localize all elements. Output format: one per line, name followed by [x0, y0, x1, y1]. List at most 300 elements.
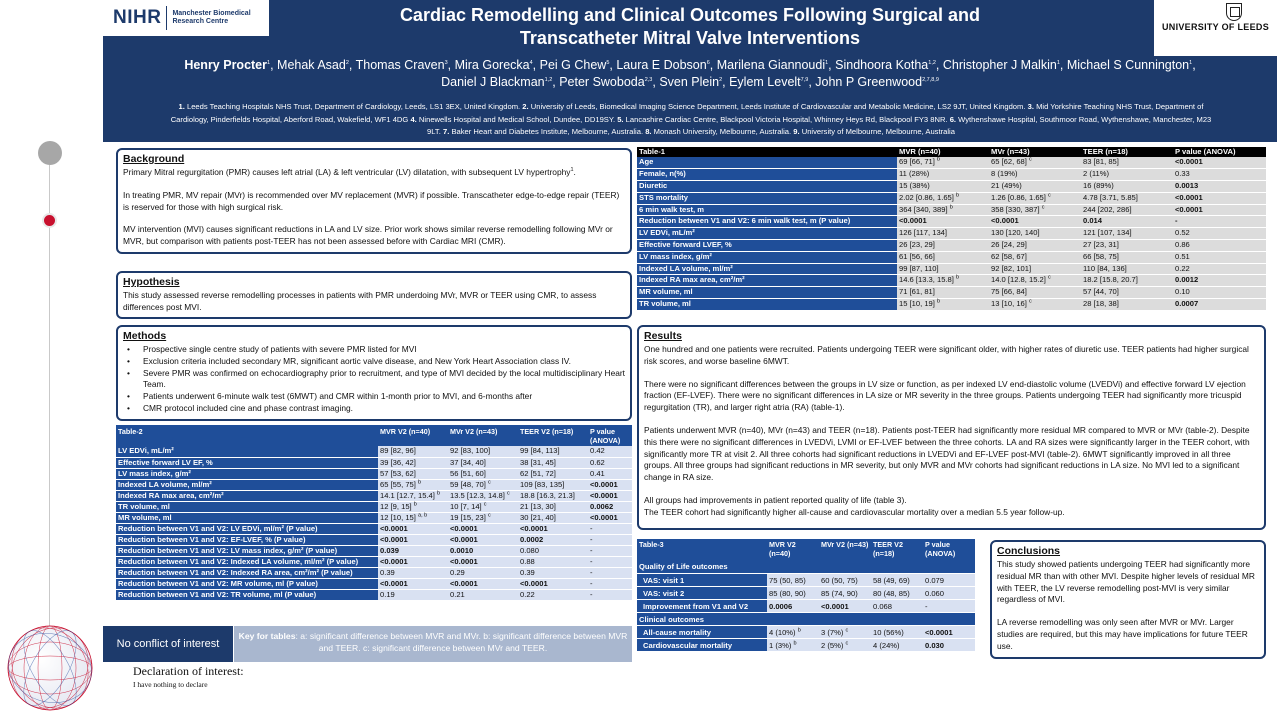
background-p1-text: Primary Mitral regurgitation (PMR) causes left atrial (LA) & left ventricular (LV) dilatation, with subsequent LV hypertrophy [123, 167, 571, 177]
author: Pei G Chew$^5$, [539, 58, 617, 72]
author-affiliation: 4 [529, 59, 533, 66]
row-label: LV EDVi, mL/m² [116, 446, 378, 457]
table-header-cell: TEER V2 (n=18) [871, 539, 923, 560]
cell-superscript: b [797, 626, 801, 633]
row-label: TR volume, ml [637, 299, 897, 311]
table-header-cell: TEER (n=18) [1081, 147, 1173, 157]
cell-superscript: c [1048, 192, 1051, 199]
cell-value: 126 [117, 134] [899, 228, 947, 238]
table-section-row [637, 612, 975, 625]
conclusions-paragraph-1: This study showed patients undergoing TEER had significantly more residual MR than with other MVI. Despite higher levels of residual MR with TEER, the LV reverse remodelling post-MVI is very similar regardless of MVI. [997, 559, 1255, 605]
row-label: Effective forward LV EF, % [116, 457, 378, 468]
row-label: MR volume, ml [116, 512, 378, 523]
cell-value: 26 [23, 29] [899, 240, 935, 250]
author-affiliation: 1,2 [544, 76, 553, 83]
affiliation [645, 127, 793, 136]
cell-value: <0.0001 [520, 523, 548, 533]
author-affiliation: 2 [345, 59, 349, 66]
table-header-cell: MVR V2 (n=40) [767, 539, 819, 560]
hypothesis-section [116, 271, 632, 319]
table-cell [897, 263, 989, 275]
table-cell [378, 468, 448, 479]
affiliation-number: 7. [442, 127, 450, 136]
table-cell [989, 204, 1081, 216]
cell-value: 0.29 [450, 567, 465, 577]
row-label: Improvement from V1 and V2 [637, 599, 767, 612]
author-name: Henry Procter [184, 58, 268, 72]
table-cell [448, 468, 518, 479]
row-label: Reduction between V1 and V2: Indexed LA volume, ml/m² (P value) [116, 556, 378, 567]
results-paragraph: There were no significant differences between the groups in LV size or function, as per indexed LV end-diastolic volume (LVEDVi) and effective forward LV ejection fraction (EF-LVEF). There were no significant differences in LA size or MR severity in the three groups. Patients undergoing TEER had significantly more tricuspid regurgitation (TR), and larger right atria (RA) (table-1). [644, 378, 1246, 413]
background-paragraph-2: In treating PMR, MV repair (MVr) is recommended over MV replacement (MVR) if possible. Transcatheter edge-to-edge repair (TEER) is reserved for those with high surgical risk. [123, 189, 620, 212]
cell-value: 65 [62, 68] [991, 157, 1027, 166]
affiliation [617, 115, 950, 124]
table-cell [1081, 240, 1173, 252]
cell-value: 15 (38%) [899, 181, 930, 191]
table-header-cell: MVr (n=43) [989, 147, 1081, 157]
leeds-logo [1154, 0, 1277, 56]
cell-value: 85 (74, 90) [821, 588, 858, 598]
table-cell [1081, 204, 1173, 216]
table-cell [378, 490, 448, 501]
cell-value: 99 [84, 113] [520, 446, 560, 455]
cell-value: 26 [24, 29] [991, 240, 1027, 250]
cell-value: 30 [21, 40] [520, 512, 556, 522]
table-cell [871, 625, 923, 638]
table-cell [588, 457, 632, 468]
table-3-header-row [637, 539, 975, 560]
table-cell [819, 638, 871, 651]
table-cell [1173, 157, 1266, 169]
table-cell [378, 446, 448, 457]
table-key [234, 626, 632, 662]
grey-dot-icon [38, 141, 62, 165]
affiliation-text: Mid Yorkshire Teaching NHS Trust, Department of Cardiology, Pinderfields Hospital, Aberford Road, Wakefield, WF1 4DG [170, 102, 1204, 124]
table-row [637, 625, 975, 638]
table-cell [588, 589, 632, 600]
table-row [116, 490, 632, 501]
table-cell [1173, 287, 1266, 299]
logo-divider [166, 6, 167, 30]
table-row [637, 240, 1266, 252]
table-cell [518, 457, 588, 468]
table-cell [588, 534, 632, 545]
cell-value: <0.0001 [590, 479, 618, 489]
cell-value: 109 [83, 135] [520, 479, 565, 489]
table-header-cell: MVR V2 (n=40) [378, 425, 448, 446]
row-label: Reduction between V1 and V2: LV EDVi, ml/m² (P value) [116, 523, 378, 534]
affiliation-number: 1. [178, 102, 185, 111]
table-row [637, 251, 1266, 263]
affiliation-text: University of Leeds, Biomedical Imaging Science Department, Leeds Institute of Cardiovascular and Metabolic Medicine, LS2 9JT, United Kingdom. [530, 102, 1026, 111]
cell-value: 12 [10, 15] [380, 512, 416, 522]
cell-superscript: b [793, 639, 797, 646]
table-row [116, 545, 632, 556]
table-cell [871, 638, 923, 651]
table-cell [897, 251, 989, 263]
cell-value: 0.21 [450, 589, 465, 599]
cell-value: <0.0001 [380, 556, 408, 566]
table-row [116, 479, 632, 490]
table-row [637, 216, 1266, 228]
methods-list [123, 344, 625, 415]
affiliation-number: 3. [1027, 102, 1034, 111]
table-cell [1081, 169, 1173, 181]
table-cell [518, 479, 588, 490]
table-cell [518, 490, 588, 501]
cell-value: 99 [87, 110] [899, 263, 939, 273]
author-affiliation: 5 [606, 59, 610, 66]
table-cell [448, 545, 518, 556]
cell-value: - [590, 534, 593, 544]
table-row [116, 446, 632, 457]
author: Michael S Cunnington$^1$, [1066, 58, 1196, 72]
cell-value: 14.1 [12.7, 15.4] [380, 490, 435, 500]
row-label: MR volume, ml [637, 287, 897, 299]
background-p1-end: . [573, 167, 576, 177]
cell-value: <0.0001 [380, 534, 408, 544]
table-cell [989, 181, 1081, 193]
affiliation-number: 6. [949, 114, 957, 124]
cell-value: 75 (50, 85) [769, 575, 806, 585]
row-label: Reduction between V1 and V2: MR volume, ml (P value) [116, 578, 378, 589]
table-cell [448, 534, 518, 545]
cell-value: <0.0001 [520, 578, 548, 588]
cell-value: 0.22 [1175, 263, 1190, 273]
author-name: Mira Gorecka [454, 58, 530, 72]
cell-value: 0.33 [1175, 169, 1190, 179]
table-cell [1081, 275, 1173, 287]
author: Daniel J Blackman$^{1,2}$, [441, 75, 560, 89]
table-row [116, 534, 632, 545]
cell-value: 0.0062 [590, 501, 614, 511]
cell-value: 121 [107, 134] [1083, 228, 1132, 238]
cell-value: 71 [61, 81] [899, 287, 935, 297]
table-row [637, 599, 975, 612]
cell-value: - [1175, 216, 1178, 226]
author-affiliation: 2,7,8,9 [922, 76, 939, 83]
cell-value: 0.080 [520, 545, 540, 555]
table-cell [897, 275, 989, 287]
cell-value: 83 [81, 85] [1083, 157, 1119, 166]
table-cell [897, 228, 989, 240]
table-cell [1173, 240, 1266, 252]
cell-value: 62 [58, 67] [991, 251, 1027, 261]
table-header-cell: MVr V2 (n=43) [819, 539, 871, 560]
red-dot-icon [42, 213, 57, 228]
table-cell [1173, 169, 1266, 181]
author: Marilena Giannoudi$^1$, [716, 58, 836, 72]
author-name: Mehak Asad [277, 58, 346, 72]
nihr-logo [103, 0, 269, 36]
author-name: Christopher J Malkin [942, 58, 1057, 72]
cell-value: 57 [53, 62] [380, 468, 416, 478]
author: Peter Swoboda$^{2,3}$, [559, 75, 660, 89]
table-key-label: Key for tables [238, 631, 296, 641]
affiliation-text: Monash University, Melbourne, Australia. [653, 127, 792, 136]
table-row [637, 157, 1266, 169]
results-paragraph: One hundred and one patients were recruited. Patients undergoing TEER were significant older, with higher rates of diuretic use. TEER patients had higher surgical risk scores, and worse baseline 6MWT. [644, 344, 1249, 366]
cell-value: 0.030 [925, 640, 945, 650]
conclusions-section [990, 540, 1266, 659]
affiliation-text: Wythenshawe Hospital, Southmoor Road, Wythenshawe, Manchester, M23 9LT. [427, 114, 1212, 136]
table-cell [1081, 157, 1173, 169]
row-label: Reduction between V1 and V2: LV mass index, g/m² (P value) [116, 545, 378, 556]
cell-value: 12 [9, 15] [380, 501, 412, 511]
table-row [637, 181, 1266, 193]
table-row [637, 287, 1266, 299]
table-header-cell: P value (ANOVA) [588, 425, 632, 446]
declaration-title: Declaration of interest: [133, 664, 244, 678]
table-header-cell: Table-3 [637, 539, 767, 560]
background-p1-ref: 1 [570, 167, 574, 174]
table-cell [1081, 263, 1173, 275]
cell-value: 0.39 [380, 567, 395, 577]
affiliation-text: Baker Heart and Diabetes Institute, Melbourne, Australia. [451, 127, 644, 136]
affiliation-number: 8. [645, 127, 652, 136]
cell-value: 0.0002 [520, 534, 544, 544]
table-cell [923, 625, 975, 638]
cell-value: <0.0001 [821, 601, 849, 611]
cell-value: 21 [13, 30] [520, 501, 556, 511]
table-cell [989, 263, 1081, 275]
results-section [637, 325, 1266, 530]
table-cell [989, 192, 1081, 204]
author: Christopher J Malkin$^1$, [942, 58, 1067, 72]
leeds-logo-text: UNIVERSITY OF LEEDS [1161, 22, 1270, 32]
table-header-cell: MVr V2 (n=43) [448, 425, 518, 446]
table-row [116, 468, 632, 479]
cell-superscript: c [1041, 204, 1045, 211]
cell-value: 0.52 [1175, 228, 1190, 238]
table-cell [897, 192, 989, 204]
section-label: Quality of Life outcomes [637, 560, 975, 573]
cell-value: - [925, 601, 928, 611]
author: Henry Procter$^1$, [184, 58, 278, 72]
author-affiliation: 3 [444, 59, 448, 66]
cell-value: 0.19 [380, 589, 395, 599]
cell-value: <0.0001 [590, 512, 618, 522]
table-cell [989, 251, 1081, 263]
table-1-header-row [637, 147, 1266, 157]
table-cell [448, 490, 518, 501]
cell-value: 85 (80, 90) [769, 588, 806, 598]
author: Sindhoora Kotha$^{1,2}$, [835, 58, 943, 72]
table-2 [116, 425, 632, 601]
table-row [637, 586, 975, 599]
cell-superscript: c [1048, 274, 1051, 281]
cell-superscript: b [937, 156, 941, 163]
affiliation [793, 127, 955, 136]
cell-value: 59 [48, 70] [450, 479, 486, 489]
cell-superscript: c [845, 639, 849, 646]
cell-value: 15 [10, 19] [899, 299, 935, 309]
author-affiliation: 6 [706, 59, 710, 66]
author-affiliation: 1 [825, 59, 829, 66]
background-paragraph-1 [123, 167, 625, 179]
table-cell [518, 556, 588, 567]
table-cell [819, 599, 871, 612]
table-cell [588, 490, 632, 501]
table-row [637, 573, 975, 586]
cell-value: 4 (24%) [873, 640, 900, 650]
table-cell [518, 545, 588, 556]
cell-superscript: b [949, 204, 953, 211]
table-cell [897, 157, 989, 169]
row-label: TR volume, ml [116, 501, 378, 512]
table-cell [588, 578, 632, 589]
cell-value: 10 (56%) [873, 627, 904, 637]
table-cell [448, 567, 518, 578]
cell-value: 18.8 [16.3, 21.3] [520, 490, 575, 500]
author-name: Eylem Levelt [729, 75, 801, 89]
hypothesis-text: This study assessed reverse remodelling processes in patients with PMR underdoing MVr, MVR or TEER using CMR, to assess differences post MVI. [123, 290, 597, 312]
table-row [116, 457, 632, 468]
cell-superscript: b [956, 274, 960, 281]
table-cell [1173, 181, 1266, 193]
affiliation-list [166, 101, 1216, 139]
declaration-body: I have nothing to declare [133, 680, 208, 689]
table-cell [897, 299, 989, 311]
timeline-line [49, 165, 50, 635]
cell-value: <0.0001 [450, 556, 478, 566]
table-row [637, 638, 975, 651]
table-cell [871, 599, 923, 612]
row-label: 6 min walk test, m [637, 204, 897, 216]
cell-value: 18.2 [15.8, 20.7] [1083, 275, 1138, 285]
row-label: Effective forward LVEF, % [637, 240, 897, 252]
table-cell [588, 501, 632, 512]
cell-value: 0.51 [1175, 251, 1190, 261]
affiliation [443, 127, 645, 136]
table-cell [448, 523, 518, 534]
cell-value: 0.060 [925, 588, 945, 598]
table-cell [378, 523, 448, 534]
cell-value: 8 (19%) [991, 169, 1018, 179]
cell-value: 92 [82, 101] [991, 263, 1032, 273]
table-cell [588, 512, 632, 523]
conclusions-heading: Conclusions [997, 545, 1061, 557]
table-cell [871, 573, 923, 586]
cell-value: 69 [66, 71] [899, 157, 935, 166]
table-cell [378, 556, 448, 567]
author-affiliation: 2 [719, 76, 723, 83]
cell-value: <0.0001 [991, 216, 1019, 226]
table-cell [378, 501, 448, 512]
table-cell [989, 240, 1081, 252]
cell-value: 0.42 [590, 446, 605, 455]
row-label: Cardiovascular mortality [637, 638, 767, 651]
table-cell [518, 589, 588, 600]
row-label: Reduction between V1 and V2: TR volume, ml (P value) [116, 589, 378, 600]
author-affiliation: 1 [267, 59, 271, 66]
table-cell [378, 578, 448, 589]
cell-value: 11 (28%) [899, 169, 930, 179]
cell-value: 21 (49%) [991, 181, 1022, 191]
table-cell [1173, 192, 1266, 204]
table-cell [588, 556, 632, 567]
results-paragraph [644, 495, 1259, 519]
affiliation-text: Leeds Teaching Hospitals NHS Trust, Department of Cardiology, Leeds, LS1 3EX, United Kingdom. [186, 102, 521, 111]
table-cell [378, 589, 448, 600]
author-affiliation: 1 [1189, 59, 1193, 66]
cell-value: <0.0001 [1175, 204, 1203, 214]
author-name: Pei G Chew [539, 58, 607, 72]
author-affiliation: 1 [1056, 59, 1060, 66]
table-cell [767, 638, 819, 651]
cell-value: 27 [23, 31] [1083, 240, 1119, 250]
cell-value: 0.88 [520, 556, 535, 566]
cell-value: 130 [120, 140] [991, 228, 1040, 238]
table-row [637, 169, 1266, 181]
cell-superscript: a, b [418, 511, 428, 518]
background-heading: Background [123, 153, 185, 165]
cell-value: 62 [51, 72] [520, 468, 556, 478]
row-label: Indexed LA volume, ml/m² [637, 263, 897, 275]
cell-value: 364 [340, 389] [899, 204, 948, 214]
cell-value: 37 [34, 40] [450, 457, 486, 467]
table-row [637, 263, 1266, 275]
table-cell [518, 501, 588, 512]
table-cell [989, 299, 1081, 311]
table-cell [897, 240, 989, 252]
affiliation-number: 5. [617, 114, 624, 124]
table-cell [989, 287, 1081, 299]
table-cell [897, 169, 989, 181]
table-cell [448, 446, 518, 457]
methods-item: • Patients underwent 6-minute walk test (6MWT) and CMR within 1-month prior to MVI, and 6-months after [123, 391, 625, 403]
cell-value: 0.86 [1175, 240, 1190, 250]
row-label: Female, n(%) [637, 169, 897, 181]
table-cell [819, 573, 871, 586]
table-header-cell: Table-1 [637, 147, 897, 157]
table-cell [1081, 181, 1173, 193]
table-row [637, 192, 1266, 204]
cell-superscript: b [937, 298, 941, 305]
table-cell [989, 216, 1081, 228]
cell-value: 244 [202, 286] [1083, 204, 1132, 214]
table-cell [378, 457, 448, 468]
cell-value: 13 [10, 16] [991, 299, 1027, 309]
cell-value: <0.0001 [925, 627, 953, 637]
cell-value: 0.068 [873, 601, 893, 611]
results-paragraph: Patients underwent MVR (n=40), MVr (n=43) and TEER (n=18). Patients post-TEER had significantly more residual MR compared to MVR or MVr (table-2). Despite this there were no significant differences in LVEDVi, LVMI or EF-LVEF between the three cohorts. LA and RA sizes were significantly larger in the TEER cohort, with significantly more TR at visit 2. All three cohorts had significant reductions in LVEDVi and EF-LVEF post-MVI (table-2). 6MWT significantly improved in all three groups. All three groups had significant reductions in MR severity, but only MVR and MVr cohorts had significant reductions in LA size. No MVI led to a significant change in RA size. [644, 424, 1250, 483]
table-cell [767, 625, 819, 638]
table-row [116, 512, 632, 523]
cell-superscript: c [1029, 298, 1032, 305]
table-cell [378, 567, 448, 578]
table-cell [518, 567, 588, 578]
table-row [116, 523, 632, 534]
author-name: Marilena Giannoudi [716, 58, 826, 72]
row-label: Reduction between V1 and V2: Indexed RA area, cm²/m² (P value) [116, 567, 378, 578]
table-cell [1173, 251, 1266, 263]
cell-value: 13.5 [12.3, 14.8] [450, 490, 505, 500]
row-label: Reduction between V1 and V2: EF-LVEF, % (P value) [116, 534, 378, 545]
table-cell [518, 512, 588, 523]
author-name: Thomas Craven [355, 58, 445, 72]
cell-superscript: b [437, 489, 441, 496]
table-row [116, 556, 632, 567]
affiliation [410, 115, 617, 124]
cell-superscript: c [845, 626, 849, 633]
cell-value: 16 (89%) [1083, 181, 1114, 191]
table-cell [1173, 204, 1266, 216]
methods-section [116, 325, 632, 421]
author-affiliation: 2,3 [644, 76, 653, 83]
table-cell [1173, 299, 1266, 311]
cell-value: 0.0013 [1175, 181, 1199, 191]
